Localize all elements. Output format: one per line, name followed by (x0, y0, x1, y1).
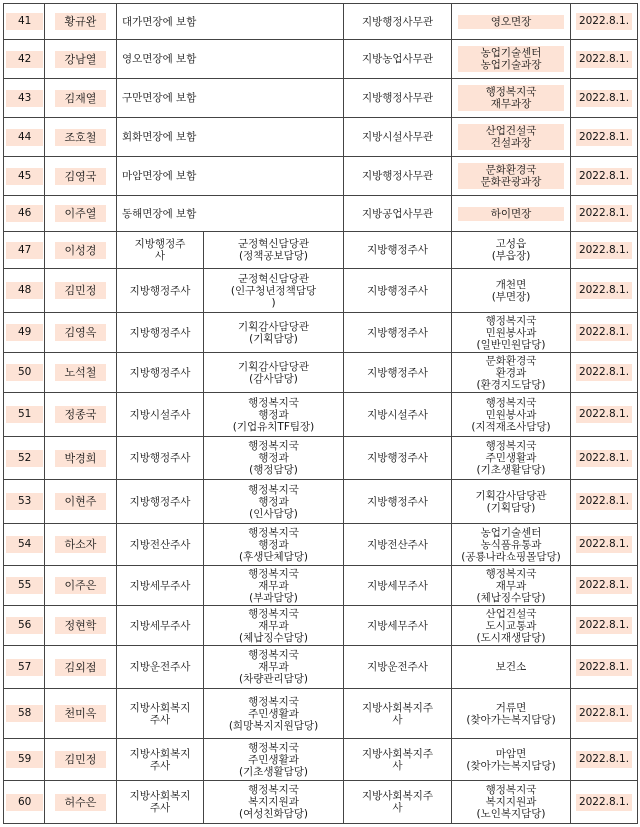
table-row (4, 689, 638, 739)
row-number: 57 (6, 659, 43, 676)
row-number: 56 (6, 617, 43, 634)
new-position: 농업기술센터 농업기술과장 (458, 46, 564, 72)
current-position: 행정복지국 행정과 (후생단체담당) (238, 526, 309, 563)
current-position: 행정복지국 복지지원과 (여성친화담당) (238, 784, 309, 820)
person-name: 박경희 (55, 450, 107, 467)
row-number-cell (4, 196, 45, 232)
person-name-cell (45, 196, 117, 232)
row-number: 48 (6, 282, 43, 299)
effective-date: 2022.8.1. (576, 13, 632, 30)
current-grade-cell (117, 313, 204, 353)
grade: 지방농업사무관 (361, 53, 433, 65)
effective-date: 2022.8.1. (576, 205, 632, 222)
row-number: 46 (6, 205, 43, 222)
effective-date-cell (571, 313, 638, 353)
person-name: 김민정 (55, 751, 107, 768)
effective-date-cell (571, 566, 638, 606)
current-grade-cell (117, 269, 204, 313)
effective-date-cell (571, 393, 638, 437)
new-grade-cell (344, 646, 452, 689)
current-position-cell (204, 313, 344, 353)
new-position: 기획감사담당관 (기획담당) (475, 489, 547, 514)
current-grade: 지방세무주사 (129, 619, 191, 632)
previous-position: 대가면장에 보함 (122, 15, 197, 28)
new-grade: 지방시설주사 (367, 408, 428, 421)
effective-date: 2022.8.1. (576, 324, 632, 341)
current-position-cell (204, 353, 344, 393)
new-grade: 지방행정주사 (367, 244, 428, 256)
row-number-cell (4, 781, 45, 824)
grade: 지방행정사무관 (361, 15, 433, 28)
new-position-cell (452, 353, 571, 393)
table-row (4, 196, 638, 232)
person-name: 허수은 (55, 794, 107, 811)
person-name: 이현주 (55, 493, 107, 510)
person-name-cell (45, 606, 117, 646)
table-row (4, 480, 638, 524)
new-grade: 지방행정주사 (367, 366, 428, 379)
new-grade-cell (344, 480, 452, 524)
current-grade: 지방운전주사 (129, 661, 191, 673)
new-position-cell (452, 313, 571, 353)
new-position: 하이면장 (458, 207, 564, 221)
person-name-cell (45, 269, 117, 313)
row-number-cell (4, 646, 45, 689)
row-number: 53 (6, 493, 43, 510)
new-position: 행정복지국 재무과 (체납징수담당) (476, 567, 546, 604)
previous-position: 마암면장에 보함 (122, 170, 197, 182)
row-number-cell (4, 118, 45, 157)
row-number-cell (4, 739, 45, 781)
new-position: 개천면 (부면장) (491, 278, 531, 303)
effective-date-cell (571, 157, 638, 196)
current-grade-cell (117, 739, 204, 781)
effective-date: 2022.8.1. (576, 450, 632, 467)
person-name: 김영옥 (55, 324, 107, 341)
person-name: 정현학 (55, 617, 107, 634)
new-grade-cell (344, 739, 452, 781)
new-grade: 지방전산주사 (367, 538, 428, 551)
person-name-cell (45, 739, 117, 781)
previous-position-cell (117, 118, 344, 157)
new-grade-cell (344, 566, 452, 606)
new-grade-cell (344, 353, 452, 393)
new-grade: 지방행정주사 (367, 326, 428, 339)
new-position: 행정복지국 복지지원과 (노인복지담당) (476, 784, 546, 820)
current-position-cell (204, 269, 344, 313)
previous-position: 회화면장에 보함 (122, 131, 197, 143)
current-position: 기획감사담당관 (감사담당) (237, 360, 309, 385)
table-row (4, 739, 638, 781)
table-row (4, 646, 638, 689)
person-name-cell (45, 781, 117, 824)
current-grade-cell (117, 689, 204, 739)
row-number: 44 (6, 129, 43, 146)
current-position: 행정복지국 재무과 (체납징수담당) (238, 607, 309, 644)
current-position-cell (204, 393, 344, 437)
new-position: 행정복지국 민원봉사과 (일반민원담당) (476, 314, 546, 351)
new-grade: 지방사회복지주 사 (361, 790, 433, 814)
person-name-cell (45, 79, 117, 118)
effective-date-cell (571, 232, 638, 269)
effective-date: 2022.8.1. (576, 751, 632, 768)
row-number-cell (4, 4, 45, 40)
person-name-cell (45, 313, 117, 353)
current-grade-cell (117, 524, 204, 566)
effective-date: 2022.8.1. (576, 51, 632, 68)
new-position-cell (452, 646, 571, 689)
current-grade: 지방행정주 사 (134, 238, 186, 262)
current-grade: 지방행정주사 (129, 326, 191, 339)
grade: 지방공업사무관 (361, 207, 433, 220)
effective-date: 2022.8.1. (576, 168, 632, 185)
current-position: 군정혁신담당관 (정책공보담당) (237, 238, 309, 262)
table-row (4, 437, 638, 480)
new-grade-cell (344, 524, 452, 566)
current-position: 행정복지국 주민생활과 (희망복지지원담당) (228, 695, 319, 732)
new-grade: 지방행정주사 (367, 495, 428, 508)
new-grade-cell (344, 269, 452, 313)
new-position: 문화환경국 문화관광과장 (458, 163, 564, 189)
effective-date-cell (571, 353, 638, 393)
current-position: 군정혁신담당관 (인구청년정책담당 ) (230, 272, 317, 309)
effective-date-cell (571, 781, 638, 824)
current-grade-cell (117, 480, 204, 524)
table-row (4, 781, 638, 824)
current-grade: 지방행정주사 (129, 284, 191, 297)
person-name: 김민정 (55, 282, 107, 299)
current-position: 행정복지국 행정과 (인사담당) (248, 483, 299, 520)
new-position-cell (452, 437, 571, 480)
grade: 지방행정사무관 (361, 92, 433, 104)
row-number: 52 (6, 450, 43, 467)
row-number: 41 (6, 13, 43, 30)
current-position-cell (204, 566, 344, 606)
row-number: 45 (6, 168, 43, 185)
person-name: 정종국 (55, 406, 107, 423)
new-grade: 지방행정주사 (367, 452, 428, 464)
new-grade: 지방운전주사 (367, 661, 428, 673)
new-grade: 지방세무주사 (367, 619, 428, 632)
grade-cell (344, 118, 452, 157)
current-position-cell (204, 689, 344, 739)
row-number-cell (4, 393, 45, 437)
new-position: 산업건설국 건설과장 (458, 124, 564, 150)
row-number: 50 (6, 364, 43, 381)
current-grade-cell (117, 232, 204, 269)
new-grade-cell (344, 232, 452, 269)
personnel-table-container (3, 3, 637, 824)
current-grade-cell (117, 437, 204, 480)
person-name-cell (45, 157, 117, 196)
row-number-cell (4, 437, 45, 480)
person-name: 강남열 (55, 51, 107, 68)
new-position-cell (452, 196, 571, 232)
row-number-cell (4, 480, 45, 524)
current-grade-cell (117, 646, 204, 689)
current-position-cell (204, 606, 344, 646)
effective-date: 2022.8.1. (576, 90, 632, 107)
effective-date: 2022.8.1. (576, 536, 632, 553)
previous-position: 동해면장에 보함 (122, 207, 197, 220)
grade-cell (344, 79, 452, 118)
previous-position-cell (117, 4, 344, 40)
grade: 지방행정사무관 (361, 170, 433, 182)
new-grade: 지방사회복지주 사 (361, 701, 433, 726)
effective-date: 2022.8.1. (576, 705, 632, 722)
effective-date-cell (571, 269, 638, 313)
row-number-cell (4, 157, 45, 196)
row-number-cell (4, 313, 45, 353)
new-position: 행정복지국 재무과장 (458, 85, 564, 111)
current-grade: 지방전산주사 (129, 538, 191, 551)
person-name: 황규완 (55, 13, 107, 30)
row-number: 51 (6, 406, 43, 423)
row-number: 55 (6, 577, 43, 594)
new-position-cell (452, 269, 571, 313)
row-number-cell (4, 606, 45, 646)
person-name-cell (45, 480, 117, 524)
new-position-cell (452, 4, 571, 40)
row-number-cell (4, 40, 45, 79)
row-number-cell (4, 269, 45, 313)
person-name-cell (45, 4, 117, 40)
previous-position: 구만면장에 보함 (122, 92, 197, 104)
table-row (4, 40, 638, 79)
table-row (4, 313, 638, 353)
table-row (4, 79, 638, 118)
new-position: 보건소 (495, 661, 527, 673)
new-grade-cell (344, 313, 452, 353)
current-grade: 지방세무주사 (129, 579, 191, 592)
current-position-cell (204, 480, 344, 524)
effective-date-cell (571, 689, 638, 739)
current-grade: 지방사회복지 주사 (129, 701, 191, 726)
previous-position-cell (117, 79, 344, 118)
table-row (4, 353, 638, 393)
row-number: 54 (6, 536, 43, 553)
row-number-cell (4, 689, 45, 739)
new-position-cell (452, 566, 571, 606)
current-position: 행정복지국 재무과 (차량관리담당) (238, 649, 309, 685)
new-position-cell (452, 606, 571, 646)
row-number-cell (4, 79, 45, 118)
current-grade-cell (117, 566, 204, 606)
grade-cell (344, 4, 452, 40)
row-number: 42 (6, 51, 43, 68)
new-position-cell (452, 781, 571, 824)
person-name: 김외점 (55, 659, 107, 676)
new-grade-cell (344, 689, 452, 739)
row-number: 60 (6, 794, 43, 811)
effective-date: 2022.8.1. (576, 364, 632, 381)
current-grade: 지방사회복지 주사 (129, 790, 191, 814)
effective-date-cell (571, 739, 638, 781)
new-position: 거류면 (찾아가는복지담당) (466, 701, 556, 726)
current-position: 기획감사담당관 (기획담당) (237, 320, 309, 345)
new-grade: 지방사회복지주 사 (361, 747, 433, 772)
new-grade-cell (344, 781, 452, 824)
current-position-cell (204, 437, 344, 480)
person-name: 김재열 (55, 90, 107, 107)
row-number: 47 (6, 242, 43, 259)
new-grade: 지방세무주사 (367, 579, 428, 592)
row-number-cell (4, 566, 45, 606)
effective-date-cell (571, 4, 638, 40)
current-position-cell (204, 781, 344, 824)
new-grade: 지방행정주사 (367, 284, 428, 297)
current-position: 행정복지국 주민생활과 (기초생활담당) (238, 741, 309, 778)
person-name: 노석철 (55, 364, 107, 381)
current-grade-cell (117, 781, 204, 824)
current-grade: 지방행정주사 (129, 366, 191, 379)
person-name-cell (45, 566, 117, 606)
new-position: 문화환경국 환경과 (환경지도담당) (476, 354, 546, 391)
table-row (4, 4, 638, 40)
new-position-cell (452, 689, 571, 739)
current-grade: 지방행정주사 (129, 495, 191, 508)
effective-date-cell (571, 40, 638, 79)
row-number: 59 (6, 751, 43, 768)
effective-date: 2022.8.1. (576, 794, 632, 811)
current-grade: 지방시설주사 (129, 408, 191, 421)
person-name-cell (45, 393, 117, 437)
current-position: 행정복지국 행정과 (기업유치TF팀장) (232, 396, 315, 433)
new-position: 산업건설국 도시교통과 (도시재생담당) (476, 607, 546, 644)
current-grade: 지방사회복지 주사 (129, 747, 191, 772)
current-position: 행정복지국 행정과 (행정담당) (248, 440, 299, 476)
previous-position-cell (117, 157, 344, 196)
new-position: 마암면 (찾아가는복지담당) (466, 747, 556, 772)
current-position-cell (204, 232, 344, 269)
new-position-cell (452, 480, 571, 524)
new-position: 행정복지국 주민생활과 (기초생활담당) (476, 440, 546, 476)
effective-date: 2022.8.1. (576, 577, 632, 594)
person-name: 조호철 (55, 129, 107, 146)
table-row (4, 118, 638, 157)
new-position: 행정복지국 민원봉사과 (지적재조사담당) (471, 396, 551, 433)
person-name: 천미옥 (55, 705, 107, 722)
effective-date-cell (571, 196, 638, 232)
new-position-cell (452, 157, 571, 196)
effective-date-cell (571, 118, 638, 157)
table-row (4, 606, 638, 646)
person-name-cell (45, 40, 117, 79)
person-name-cell (45, 689, 117, 739)
effective-date-cell (571, 606, 638, 646)
effective-date: 2022.8.1. (576, 406, 632, 423)
table-row (4, 393, 638, 437)
effective-date: 2022.8.1. (576, 659, 632, 676)
current-grade-cell (117, 606, 204, 646)
current-position-cell (204, 739, 344, 781)
effective-date: 2022.8.1. (576, 493, 632, 510)
person-name-cell (45, 353, 117, 393)
table-row (4, 269, 638, 313)
grade-cell (344, 157, 452, 196)
table-row (4, 232, 638, 269)
person-name: 김영국 (55, 168, 107, 185)
personnel-table-body (4, 4, 638, 824)
new-position: 고성읍 (부읍장) (491, 238, 531, 262)
personnel-table (3, 3, 638, 824)
new-position-cell (452, 393, 571, 437)
person-name-cell (45, 437, 117, 480)
effective-date-cell (571, 480, 638, 524)
effective-date-cell (571, 524, 638, 566)
row-number: 58 (6, 705, 43, 722)
effective-date: 2022.8.1. (576, 129, 632, 146)
new-grade-cell (344, 606, 452, 646)
effective-date-cell (571, 79, 638, 118)
person-name: 이주은 (55, 577, 107, 594)
table-row (4, 566, 638, 606)
person-name: 하소자 (55, 536, 107, 553)
row-number-cell (4, 232, 45, 269)
new-position-cell (452, 40, 571, 79)
new-position-cell (452, 232, 571, 269)
grade: 지방시설사무관 (361, 131, 433, 143)
row-number: 43 (6, 90, 43, 107)
effective-date: 2022.8.1. (576, 617, 632, 634)
table-row (4, 157, 638, 196)
grade-cell (344, 40, 452, 79)
effective-date-cell (571, 646, 638, 689)
effective-date: 2022.8.1. (576, 282, 632, 299)
grade-cell (344, 196, 452, 232)
table-row (4, 524, 638, 566)
person-name-cell (45, 118, 117, 157)
effective-date: 2022.8.1. (576, 242, 632, 259)
current-position-cell (204, 524, 344, 566)
new-grade-cell (344, 393, 452, 437)
new-position-cell (452, 739, 571, 781)
row-number-cell (4, 353, 45, 393)
person-name-cell (45, 232, 117, 269)
new-position: 농업기술센터 농식품유통과 (공룡나라쇼핑몰담당) (461, 526, 561, 563)
new-position: 영오면장 (458, 15, 564, 29)
new-grade-cell (344, 437, 452, 480)
previous-position: 영오면장에 보함 (122, 53, 197, 65)
current-position-cell (204, 646, 344, 689)
current-grade: 지방행정주사 (129, 452, 191, 464)
current-grade-cell (117, 393, 204, 437)
current-position: 행정복지국 재무과 (부과담당) (248, 567, 299, 604)
person-name: 이주열 (55, 205, 107, 222)
effective-date-cell (571, 437, 638, 480)
row-number: 49 (6, 324, 43, 341)
new-position-cell (452, 79, 571, 118)
person-name: 이성경 (55, 242, 107, 259)
person-name-cell (45, 646, 117, 689)
row-number-cell (4, 524, 45, 566)
previous-position-cell (117, 196, 344, 232)
current-grade-cell (117, 353, 204, 393)
new-position-cell (452, 118, 571, 157)
previous-position-cell (117, 40, 344, 79)
new-position-cell (452, 524, 571, 566)
person-name-cell (45, 524, 117, 566)
